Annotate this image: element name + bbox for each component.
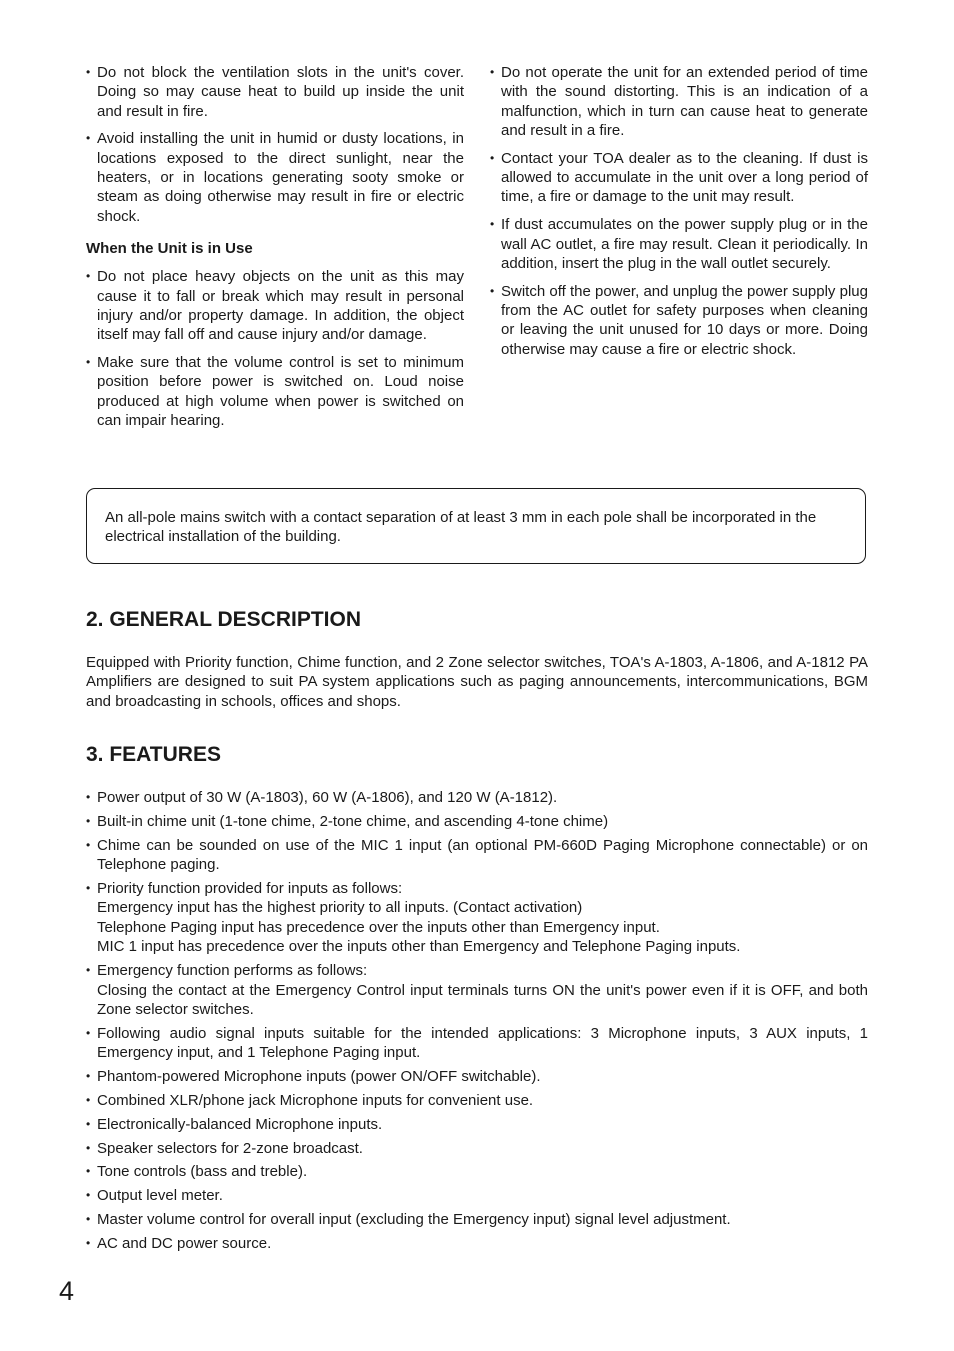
operation-cautions-list [490, 63, 868, 359]
emergency-intro: • Emergency function performs as follows: [97, 962, 368, 980]
list-item: • Switch off the power, and unplug the power supply plug from the AC outlet for safety purposes when cleaning or leaving the unit unused for 10 days or more. Doing otherwise may cause a fire or electric shock. [490, 282, 868, 359]
list-item: • Chime can be sounded on use of the MIC 1 input (an optional PM-660D Paging Microphone connectable) or on Telephone paging. [86, 836, 868, 875]
list-item: • Built-in chime unit (1-tone chime, 2-tone chime, and ascending 4-tone chime) [86, 812, 868, 832]
priority-line: Telephone Paging input has precedence over the inputs other than Emergency input. [97, 918, 660, 936]
list-item-emergency [86, 961, 868, 1020]
emergency-line: Closing the contact at the Emergency Control input terminals turns ON the unit's power even if it is OFF, and both Zone selector switches. [97, 981, 868, 1019]
notice-text: An all-pole mains switch with a contact separation of at least 3 mm in each pole shall be incorporated in the electrical installation of the building. [105, 509, 817, 546]
list-item-priority [86, 879, 868, 957]
left-column [86, 63, 464, 439]
list-item: • Speaker selectors for 2-zone broadcast. [86, 1139, 868, 1159]
list-item: • Do not block the ventilation slots in the unit's cover. Doing so may cause heat to build up inside the unit and result in fire. [86, 63, 464, 121]
list-item: • Tone controls (bass and treble). [86, 1162, 868, 1182]
priority-line: MIC 1 input has precedence over the inputs other than Emergency and Telephone Paging inputs. [97, 938, 741, 956]
section-title-features: 3. FEATURES [86, 743, 221, 766]
list-item: • Master volume control for overall input (excluding the Emergency input) signal level adjustment. [86, 1210, 868, 1230]
features-section [86, 788, 868, 1258]
list-item: • Avoid installing the unit in humid or dusty locations, in locations exposed to the direct sunlight, near the heaters, or in locations generating sooty smoke or steam as doing otherwise may result in fire or electric shock. [86, 129, 464, 225]
list-item: • If dust accumulates on the power supply plug or in the wall AC outlet, a fire may result. Clean it periodically. In addition, insert the plug in the wall outlet securely. [490, 215, 868, 273]
in-use-cautions-list [86, 267, 464, 430]
list-item: • AC and DC power source. [86, 1234, 868, 1254]
list-item: • Power output of 30 W (A-1803), 60 W (A-1806), and 120 W (A-1812). [86, 788, 868, 808]
list-item: • Following audio signal inputs suitable for the intended applications: 3 Microphone inputs, 3 AUX inputs, 1 Emergency input, and 1 Telephone Paging input. [86, 1024, 868, 1063]
priority-intro: • Priority function provided for inputs as follows: [97, 879, 403, 897]
page-number: 4 [59, 1276, 75, 1306]
list-item: • Phantom-powered Microphone inputs (power ON/OFF switchable). [86, 1067, 868, 1087]
list-item: • Do not operate the unit for an extended period of time with the sound distorting. This is an indication of a malfunction, which in turn can cause heat to generate and result in a fire. [490, 63, 868, 140]
features-list [86, 788, 868, 1253]
general-description-body: Equipped with Priority function, Chime function, and 2 Zone selector switches, TOA's A-1803, A-1806, and A-1812 PA Amplifiers are designed to suit PA system applications such as paging announcements, intercommunications, BGM and broadcasting in schools, offices and shops. [86, 654, 868, 710]
list-item: • Make sure that the volume control is set to minimum position before power is switched on. Loud noise produced at high volume when power is switched on can impair hearing. [86, 353, 464, 430]
right-column [490, 63, 868, 368]
install-cautions-list [86, 63, 464, 226]
subheading-in-use: When the Unit is in Use [86, 239, 253, 257]
list-item: • Combined XLR/phone jack Microphone inputs for convenient use. [86, 1091, 868, 1111]
list-item: • Contact your TOA dealer as to the cleaning. If dust is allowed to accumulate in the unit over a long period of time, a fire or damage to the unit may result. [490, 149, 868, 207]
list-item: • Electronically-balanced Microphone inputs. [86, 1115, 868, 1135]
list-item: • Do not place heavy objects on the unit as this may cause it to fall or break which may result in personal injury and/or property damage. In addition, the object itself may fall off and cause injury and/or damage. [86, 267, 464, 344]
section-title-general-description: 2. GENERAL DESCRIPTION [86, 608, 361, 631]
mains-switch-notice [86, 488, 866, 564]
list-item: • Output level meter. [86, 1186, 868, 1206]
priority-line: Emergency input has the highest priority to all inputs. (Contact activation) [97, 899, 583, 917]
